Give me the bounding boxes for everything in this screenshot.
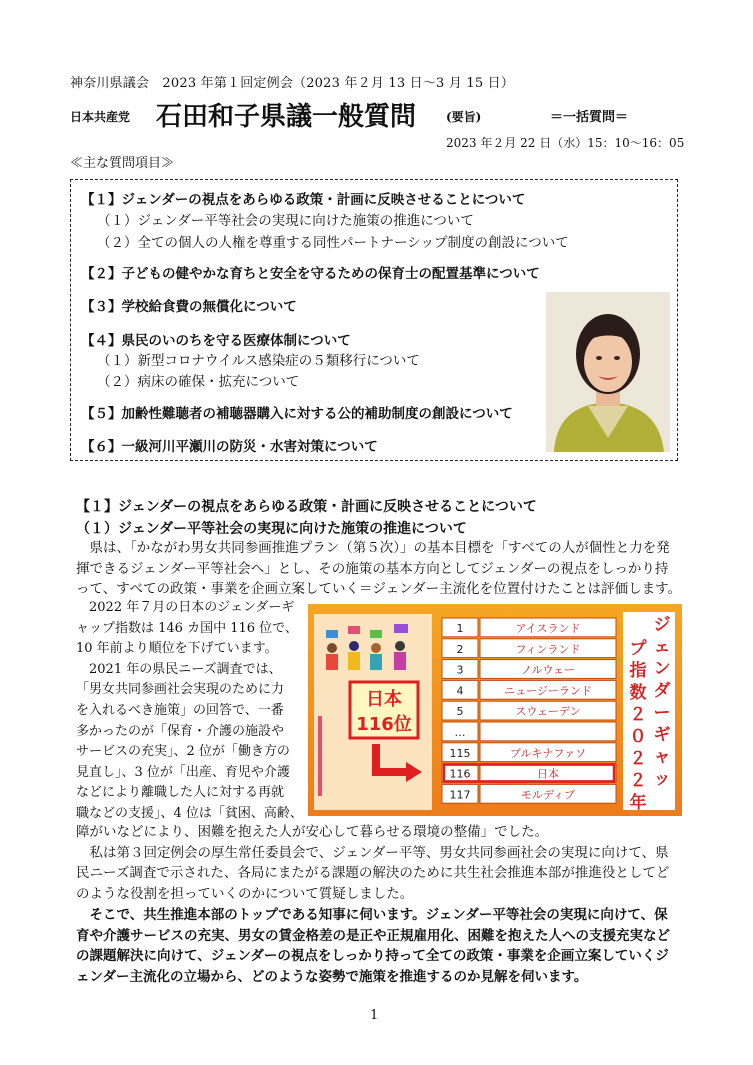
paragraph-line: 県は、「かながわ男女共同参画推進プラン（第５次）」の基本目標を「すべての人が個性と力を発 — [76, 540, 670, 556]
japan-label-line-1: 日本 — [366, 689, 402, 710]
paragraph-line: 「男女共同参画社会実現のために力 — [76, 682, 285, 698]
main-items-label: ≪主な質問項目≫ — [70, 156, 175, 171]
paragraph-line: 2021 年の県民ニーズ調査では、 — [76, 661, 282, 677]
item-4: 【４】県民のいのちを守る医療体制について — [81, 333, 351, 349]
vertical-title-char: ０ — [629, 727, 647, 747]
paragraph-line: を入れるべき施策」の回答で、一番 — [76, 702, 284, 718]
vertical-title-char: ダ — [653, 681, 671, 701]
section-1-subheading: （１）ジェンダー平等社会の実現に向けた施策の推進について — [76, 521, 467, 537]
item-6: 【６】一級河川平瀬川の防災・水害対策について — [81, 439, 378, 455]
vertical-title-char: ２ — [629, 771, 647, 791]
paragraph-line: 揮できるジェンダー平等社会へ」とし、その施策の基本方向としてジェンダーの視点をしっかり持 — [76, 560, 669, 577]
vertical-title-char: ２ — [629, 749, 647, 769]
paragraph-line: 多かったのが「保育・介護の施設や — [76, 723, 285, 739]
ranking-row — [442, 639, 616, 658]
ranking-row — [442, 680, 616, 699]
section-1-paragraph-1 — [76, 538, 681, 600]
country-name: 日本 — [537, 767, 559, 781]
vertical-title-char: ン — [653, 659, 671, 679]
question-datetime: 2023 年２月 22 日（水）15：10～16：05 — [446, 136, 685, 150]
country-name: ノルウェー — [520, 663, 576, 677]
ranking-row — [442, 784, 616, 803]
vertical-title-char: 指 — [629, 661, 647, 681]
paragraph-line: ャップ指数は 146 カ国中 116 位で、 — [76, 620, 298, 636]
rank-number: 4 — [456, 684, 464, 698]
paragraph-line: の課題解決に向けて、ジェンダーの視点をしっかり持って全ての政策・事業を企画立案していくジ — [76, 948, 669, 965]
paragraph-line: そこで、共生推進本部のトップである知事に伺います。ジェンダー平等社会の実現に向けて、保 — [76, 907, 668, 923]
gender-gap-graphic — [308, 604, 682, 816]
vertical-title-char: ャ — [653, 747, 671, 767]
ranking-row — [442, 722, 616, 741]
rank-number: 116 — [449, 767, 471, 781]
page-title: 石田和子県議一般質問 — [156, 102, 417, 132]
rank-number: 2 — [456, 642, 464, 656]
japan-label-line-2: 116位 — [356, 714, 412, 735]
question-type: ＝一括質問＝ — [550, 110, 629, 125]
ranking-row — [442, 743, 616, 762]
section-1-heading: 【１】ジェンダーの視点をあらゆる政策・計画に反映させることについて — [76, 499, 537, 515]
paragraph-line: 育や介護サービスの充実、男女の賃金格差の是正や正規雇用化、困難を抱えた人への支援充実など — [76, 927, 670, 944]
item-4-sub-2: （２）病床の確保・拡充について — [97, 374, 300, 390]
vertical-title-char: ２ — [629, 705, 647, 725]
rank-number: 3 — [456, 663, 464, 677]
rank-number: 115 — [449, 746, 471, 760]
paragraph-line: ェンダー主流化の立場から、どのような姿勢で施策を推進するのか見解を伺います。 — [76, 968, 588, 985]
ranking-row — [442, 660, 616, 679]
ranking-row — [442, 701, 616, 720]
country-name: フィンランド — [515, 642, 581, 656]
paragraph-line: のような役割を担っていくのかについて質疑しました。 — [76, 885, 414, 902]
country-name: ニュージーランド — [504, 684, 592, 698]
item-5: 【５】加齢性難聴者の補聴器購入に対する公的補助制度の創設について — [81, 406, 513, 422]
ranking-row — [442, 764, 616, 783]
rank-number: … — [454, 726, 466, 739]
vertical-title-char: ジ — [653, 615, 671, 635]
ranking-table — [442, 618, 616, 803]
rank-number: 5 — [456, 705, 464, 719]
title-note: (要旨) — [446, 110, 482, 124]
councillor-portrait — [546, 292, 670, 452]
paragraph-line: などにより離職した人に対する再就 — [76, 785, 285, 801]
vertical-title-char: ギ — [653, 725, 671, 745]
paragraph-line: サービスの充実」、2 位が「働き方の — [76, 744, 290, 760]
rank-number: 1 — [456, 622, 464, 635]
country-cell — [480, 722, 616, 741]
vertical-title-char: プ — [629, 639, 647, 659]
item-2: 【２】子どもの健やかな育ちと安全を守るための保育士の配置基準について — [81, 266, 540, 282]
item-3: 【３】学校給食費の無償化について — [81, 299, 297, 315]
ranking-row — [442, 618, 616, 637]
vertical-title-char: 数 — [629, 683, 647, 703]
paragraph-line: 障がいなどにより、困難を抱えた人が安心して暮らせる環境の整備」でした。 — [76, 824, 549, 840]
session-info: 神奈川県議会 2023 年第１回定例会（2023 年２月 13 日～3 月 15 日） — [70, 76, 515, 91]
paragraph-line: 10 年前より順位を下げています。 — [76, 641, 278, 657]
country-name: スウェーデン — [515, 705, 581, 719]
item-1: 【１】ジェンダーの視点をあらゆる政策・計画に反映させることについて — [81, 192, 526, 208]
country-name: ブルキナファソ — [509, 746, 587, 760]
vertical-title-char: ッ — [653, 769, 671, 789]
party-name: 日本共産党 — [70, 110, 131, 124]
section-1-left-column — [76, 598, 301, 825]
section-1-question — [76, 905, 670, 987]
paragraph-line: って、すべての政策・事業を企画立案していく＝ジェンダー主流化を位置付けたことは評価します。 — [76, 581, 682, 598]
item-1-sub-2: （２）全ての個人の人権を尊重する同性パートナーシップ制度の創設について — [97, 235, 569, 251]
item-1-sub-1: （１）ジェンダー平等社会の実現に向けた施策の推進について — [97, 213, 474, 229]
page-number: 1 — [370, 1008, 379, 1023]
paragraph-line: 職などの支援」、4 位は「貧困、高齢、 — [76, 805, 303, 821]
rank-number: 117 — [449, 788, 471, 802]
vertical-title-char: 年 — [629, 793, 647, 813]
country-name: モルディブ — [520, 788, 576, 802]
paragraph-line: 私は第３回定例会の厚生常任委員会で、ジェンダー平等、男女共同参画社会の実現に向けて、県 — [76, 844, 669, 861]
vertical-title-char: ー — [653, 703, 671, 723]
paragraph-line: 見直し」、3 位が「出産、育児や介護 — [76, 764, 290, 780]
item-4-sub-1: （１）新型コロナウイルス感染症の５類移行について — [97, 353, 420, 369]
paragraph-line: 2022 年７月の日本のジェンダーギ — [76, 600, 295, 615]
vertical-title-char: ェ — [653, 637, 671, 657]
paragraph-line: 民ニーズ調査で示された、各局にまたがる課題の解決のために共生社会推進本部が推進役としてど — [76, 865, 670, 882]
country-name: アイスランド — [515, 622, 581, 635]
section-1-paragraph-2 — [76, 822, 669, 904]
